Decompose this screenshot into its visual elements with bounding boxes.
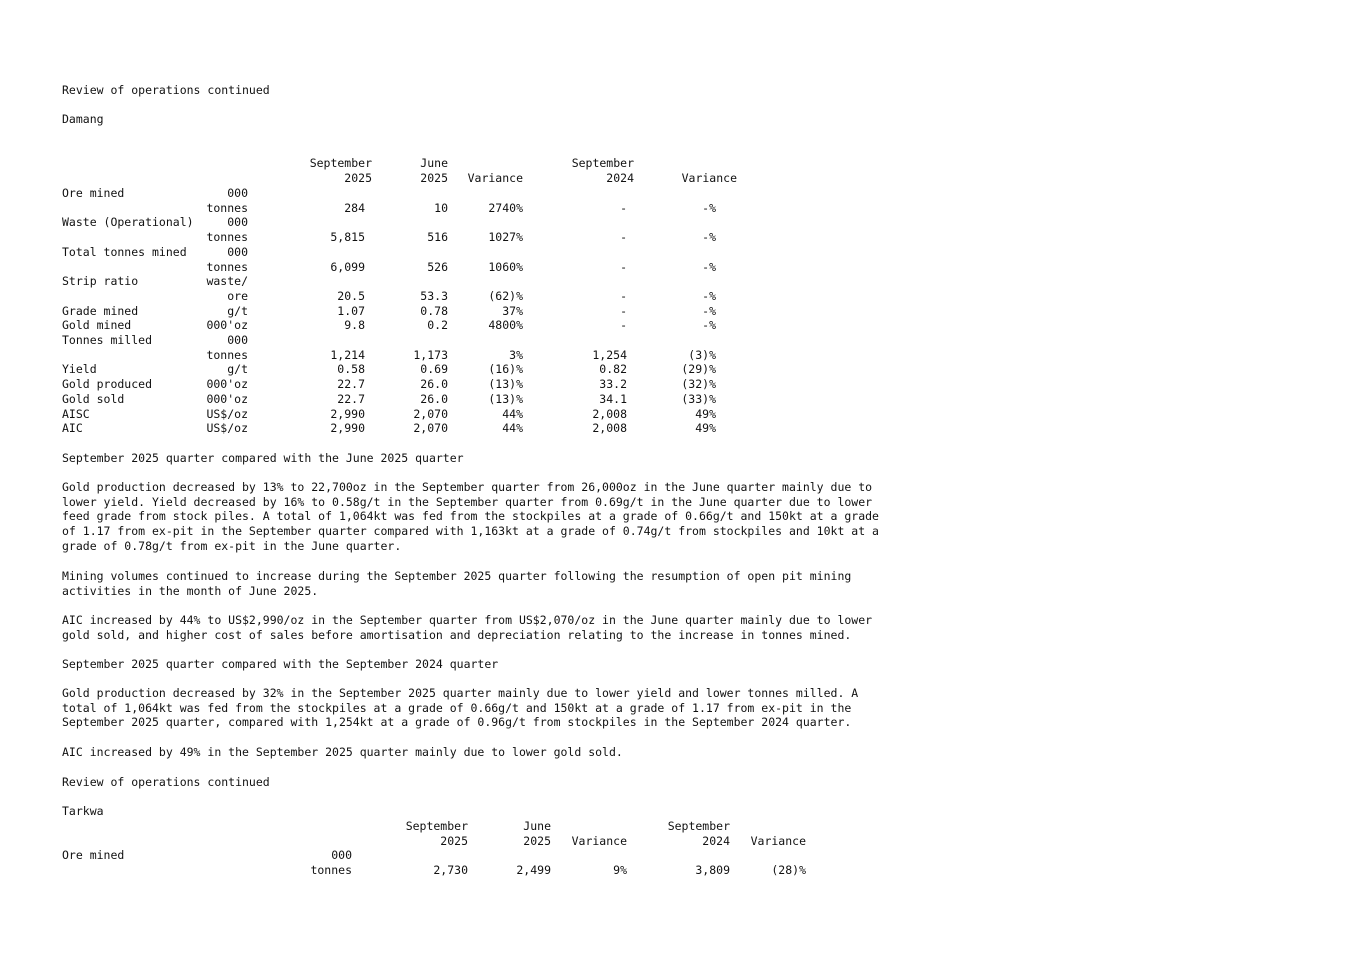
subheading-y-vs-y: September 2025 quarter compared with the September 2024 quarter: [62, 657, 499, 671]
header-col1-line2: 2025: [440, 833, 468, 848]
table-cell-v2: 516: [427, 230, 448, 245]
page-heading-2: Review of operations continued: [62, 775, 270, 789]
table-cell-v2: 0.69: [420, 362, 448, 377]
section-title-tarkwa: Tarkwa: [62, 804, 104, 818]
table-cell-v4: -: [620, 288, 627, 303]
table-cell-v4: -: [620, 200, 627, 215]
table-cell-v3: 1060%: [488, 259, 523, 274]
header-col4-line2: 2024: [606, 170, 634, 185]
row-unit: g/t: [227, 303, 248, 318]
row-label: Total tonnes mined: [62, 244, 187, 259]
table-cell-v5: -%: [702, 259, 716, 274]
row-label: AISC: [62, 406, 90, 421]
table-cell-v4: 34.1: [599, 391, 627, 406]
row-label: Ore mined: [62, 848, 125, 862]
row-unit: tonnes: [206, 200, 248, 215]
row-label: Strip ratio: [62, 274, 139, 289]
row-unit-line1: 000: [227, 244, 248, 259]
header-col1-line1: September: [405, 819, 468, 833]
table-cell-v2: 2,070: [413, 421, 448, 436]
table-cell-v2: 2,499: [516, 862, 551, 877]
row-unit-line1: 000: [227, 186, 248, 200]
header-col4-line2: 2024: [702, 833, 730, 848]
header-col1-line2: 2025: [344, 170, 372, 185]
row-unit: g/t: [227, 362, 248, 377]
header-col2-line1: June: [523, 819, 551, 833]
row-unit-line1: 000: [227, 215, 248, 230]
paragraph-mining-volumes: Mining volumes continued to increase during the September 2025 quarter following the resumption of open pit mining activities in the month of June 2025.: [62, 569, 852, 598]
table-cell-v3: (62)%: [488, 288, 523, 303]
row-unit-line1: 000: [227, 333, 248, 347]
table-cell-v2: 26.0: [420, 377, 448, 392]
row-unit: 000'oz: [206, 391, 248, 406]
table-cell-v4: 2,008: [592, 421, 627, 436]
table-cell-v2: 0.2: [427, 318, 448, 333]
table-cell-v3: 44%: [502, 421, 523, 436]
table-cell-v5: (28)%: [771, 862, 806, 877]
table-cell-v5: -%: [702, 288, 716, 303]
row-unit: tonnes: [206, 230, 248, 245]
row-unit: tonnes: [206, 347, 248, 362]
row-unit: 000'oz: [206, 377, 248, 392]
row-label: Yield: [62, 362, 97, 377]
table-cell-v1: 22.7: [337, 377, 365, 392]
table-cell-v2: 53.3: [420, 288, 448, 303]
table-cell-v5: -%: [702, 303, 716, 318]
table-cell-v1: 2,990: [330, 406, 365, 421]
table-cell-v5: (33)%: [681, 391, 716, 406]
table-cell-v5: -%: [702, 200, 716, 215]
table-cell-v4: 2,008: [592, 406, 627, 421]
table-cell-v1: 20.5: [337, 288, 365, 303]
header-col3-line2: Variance: [467, 170, 523, 185]
header-col4-line1: September: [571, 156, 634, 170]
table-cell-v4: 33.2: [599, 377, 627, 392]
table-cell-v3: (13)%: [488, 391, 523, 406]
row-unit: tonnes: [310, 862, 352, 877]
table-cell-v2: 1,173: [413, 347, 448, 362]
table-cell-v4: -: [620, 303, 627, 318]
table-cell-v5: 49%: [695, 406, 716, 421]
row-label: Tonnes milled: [62, 333, 153, 347]
table-cell-v4: 1,254: [592, 347, 627, 362]
table-cell-v3: 9%: [613, 862, 627, 877]
header-col2-line2: 2025: [523, 833, 551, 848]
table-cell-v3: (13)%: [488, 377, 523, 392]
table-cell-v1: 284: [344, 200, 365, 215]
table-cell-v1: 2,730: [433, 862, 468, 877]
table-cell-v5: 49%: [695, 421, 716, 436]
table-cell-v3: 4800%: [488, 318, 523, 333]
row-unit: US$/oz: [206, 421, 248, 436]
table-cell-v5: (3)%: [688, 347, 716, 362]
table-cell-v2: 26.0: [420, 391, 448, 406]
table-cell-v1: 6,099: [330, 259, 365, 274]
header-col3-line2: Variance: [571, 833, 627, 848]
paragraph-gold-production-yoy: Gold production decreased by 32% in the September 2025 quarter mainly due to lower yield and lower tonnes milled. A total of 1,064kt was fed from the stockpiles at a grade of 0.66g/t and 150kt at a grade of 1.17 from ex-pit in the September 2025 quarter, compared with 1,254kt at a grade of 0.96g/t from stockpiles in the September 2024 quarter.: [62, 686, 859, 730]
table-cell-v3: (16)%: [488, 362, 523, 377]
paragraph-aic-yoy: AIC increased by 49% in the September 2025 quarter mainly due to lower gold sold.: [62, 745, 623, 759]
table-cell-v1: 22.7: [337, 391, 365, 406]
table-cell-v2: 0.78: [420, 303, 448, 318]
header-col1-line1: September: [309, 156, 372, 170]
header-col4-line1: September: [667, 819, 730, 833]
row-label: AIC: [62, 421, 83, 436]
table-cell-v1: 1.07: [337, 303, 365, 318]
row-unit: US$/oz: [206, 406, 248, 421]
table-cell-v4: -: [620, 259, 627, 274]
table-cell-v1: 2,990: [330, 421, 365, 436]
row-unit-line1: 000: [331, 848, 352, 862]
row-label: Waste (Operational): [62, 215, 194, 230]
table-cell-v2: 526: [427, 259, 448, 274]
table-cell-v3: 3%: [509, 347, 523, 362]
section-title-damang: Damang: [62, 112, 104, 126]
table-cell-v3: 44%: [502, 406, 523, 421]
table-cell-v4: 0.82: [599, 362, 627, 377]
header-col2-line1: June: [420, 156, 448, 170]
table-cell-v5: -%: [702, 318, 716, 333]
table-cell-v2: 10: [434, 200, 448, 215]
table-cell-v5: (32)%: [681, 377, 716, 392]
table-cell-v2: 2,070: [413, 406, 448, 421]
row-label: Gold mined: [62, 318, 132, 333]
row-unit-line1: waste/: [206, 274, 248, 289]
table-cell-v5: -%: [702, 230, 716, 245]
table-cell-v1: 1,214: [330, 347, 365, 362]
page-heading: Review of operations continued: [62, 83, 270, 97]
header-col5-line2: Variance: [681, 170, 737, 185]
row-label: Gold sold: [62, 391, 125, 406]
subheading-q-vs-q: September 2025 quarter compared with the June 2025 quarter: [62, 451, 464, 465]
row-unit: 000'oz: [206, 318, 248, 333]
table-cell-v4: -: [620, 318, 627, 333]
row-unit: ore: [227, 288, 248, 303]
paragraph-gold-production: Gold production decreased by 13% to 22,700oz in the September quarter from 26,000oz in the June quarter mainly due to lower yield. Yield decreased by 16% to 0.58g/t in the September quarter from 0.69g/t in the June quarter due to lower feed grade from stock piles. A total of 1,064kt was fed from the stockpiles at a grade of 0.66g/t and 150kt at a grade of 1.17 from ex-pit in the September quarter compared with 1,163kt at a grade of 0.74g/t from stockpiles and 10kt at a grade of 0.78g/t from ex-pit in the June quarter.: [62, 480, 879, 553]
row-label: Grade mined: [62, 303, 139, 318]
table-cell-v1: 0.58: [337, 362, 365, 377]
header-col5-line2: Variance: [750, 833, 806, 848]
row-label: Ore mined: [62, 186, 125, 200]
table-cell-v3: 2740%: [488, 200, 523, 215]
table-cell-v3: 1027%: [488, 230, 523, 245]
table-cell-v1: 9.8: [344, 318, 365, 333]
row-unit: tonnes: [206, 259, 248, 274]
table-cell-v4: -: [620, 230, 627, 245]
header-col2-line2: 2025: [420, 170, 448, 185]
table-cell-v1: 5,815: [330, 230, 365, 245]
table-cell-v5: (29)%: [681, 362, 716, 377]
paragraph-aic-increase: AIC increased by 44% to US$2,990/oz in the September quarter from US$2,070/oz in the June quarter mainly due to lower gold sold, and higher cost of sales before amortisation and depreciation relating to the increase in tonnes mined.: [62, 613, 873, 642]
table-cell-v3: 37%: [502, 303, 523, 318]
table-cell-v4: 3,809: [695, 862, 730, 877]
row-label: Gold produced: [62, 377, 153, 392]
